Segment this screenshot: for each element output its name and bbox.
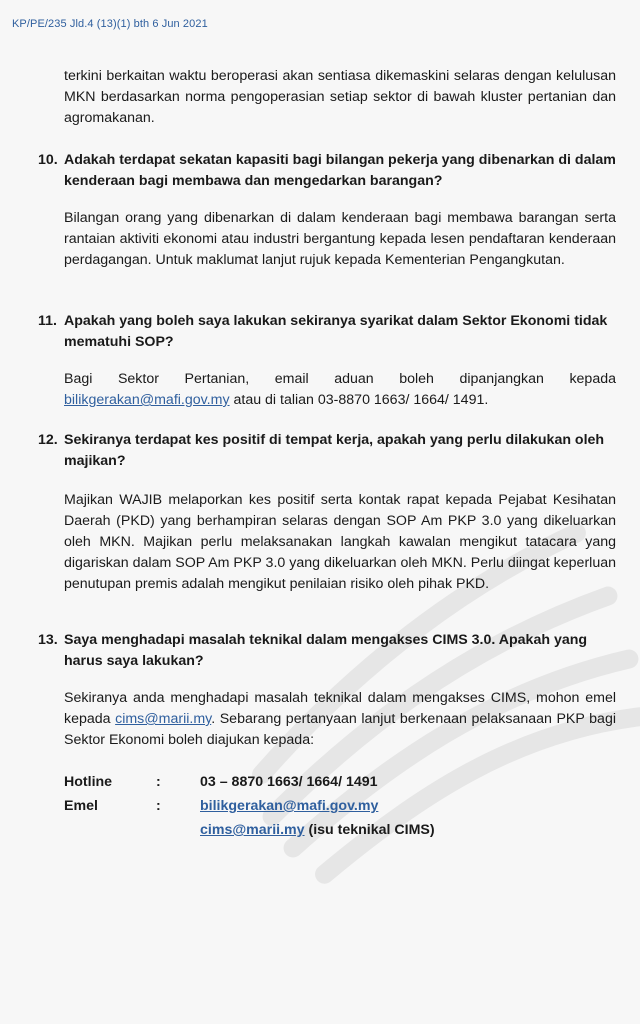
question-12 xyxy=(38,430,618,472)
question-13 xyxy=(38,630,618,672)
email-link-bilikgerakan[interactable]: bilikgerakan@mafi.gov.my xyxy=(64,392,230,408)
question-10 xyxy=(38,150,618,192)
question-text: Adakah terdapat sekatan kapasiti bagi bilangan pekerja yang dibenarkan di dalam kenderaan bagi membawa dan mengedarkan barangan? xyxy=(64,152,616,189)
answer-12: Majikan WAJIB melaporkan kes positif serta kontak rapat kepada Pejabat Kesihatan Daerah (PKD) yang berhampiran selaras dengan SOP Am PKP 3.0 yang dikeluarkan oleh MKN. Majikan perlu melaksanakan langkah kawalan mengikut tatacara yang digariskan dalam SOP Am PKP 3.0 yang dikeluarkan oleh MKN. Perlu diingat keperluan penutupan premis adalah mengikut penilaian risiko oleh pihak PKD. xyxy=(64,492,616,592)
answer-10: Bilangan orang yang dibenarkan di dalam kenderaan bagi membawa barangan serta rantaian aktiviti ekonomi atau industri bergantung kepada lesen pendaftaran kenderaan perdagangan. Untuk maklumat lanjut rujuk kepada Kementerian Pengangkutan. xyxy=(64,210,616,268)
contact-row-email-2 xyxy=(64,820,624,844)
answer-text: Sekiranya anda menghadapi masalah teknikal dalam mengakses CIMS, mohon emel kepada xyxy=(64,690,616,727)
question-text: Saya menghadapi masalah teknikal dalam mengakses CIMS 3.0. Apakah yang harus saya lakukan? xyxy=(64,632,588,669)
question-number: 13. xyxy=(38,632,58,648)
question-11 xyxy=(38,311,618,353)
contact-row-email xyxy=(64,796,624,820)
question-number: 12. xyxy=(38,432,58,448)
question-number: 10. xyxy=(38,152,58,168)
answer-text: . Sebarang pertanyaan lanjut berkenaan pelaksanaan PKP bagi Sektor Ekonomi boleh diajukan kepada: xyxy=(64,711,616,748)
question-text: Apakah yang boleh saya lakukan sekiranya syarikat dalam Sektor Ekonomi tidak mematuhi SOP? xyxy=(64,313,608,350)
question-number: 11. xyxy=(38,313,57,329)
contact-email-link-cims[interactable]: cims@marii.my xyxy=(200,822,305,838)
contact-email-link-bilikgerakan[interactable]: bilikgerakan@mafi.gov.my xyxy=(200,798,379,814)
colon: : xyxy=(156,774,161,790)
colon: : xyxy=(156,798,161,814)
question-text: Sekiranya terdapat kes positif di tempat kerja, apakah yang perlu dilakukan oleh majikan? xyxy=(64,432,605,469)
hotline-label: Hotline xyxy=(64,774,113,790)
answer-11 xyxy=(64,369,616,411)
reference-number: KP/PE/235 Jld.4 (13)(1) bth 6 Jun 2021 xyxy=(12,18,208,30)
contact-row-hotline xyxy=(64,772,624,796)
contact-block xyxy=(64,772,624,844)
answer-text: atau di talian 03-8870 1663/ 1664/ 1491. xyxy=(229,392,489,408)
email-note: (isu teknikal CIMS) xyxy=(304,822,435,838)
email-link-cims[interactable]: cims@marii.my xyxy=(115,711,212,727)
hotline-value: 03 – 8870 1663/ 1664/ 1491 xyxy=(200,774,378,790)
answer-text: Bagi Sektor Pertanian, email aduan boleh dipanjangkan kepada xyxy=(64,371,616,387)
answer-13 xyxy=(64,688,616,751)
email-label: Emel xyxy=(64,798,98,814)
intro-paragraph: terkini berkaitan waktu beroperasi akan sentiasa dikemaskini selaras dengan kelulusan MKN berdasarkan norma pengoperasian setiap sektor di bawah kluster pertanian dan agromakanan. xyxy=(64,68,616,126)
